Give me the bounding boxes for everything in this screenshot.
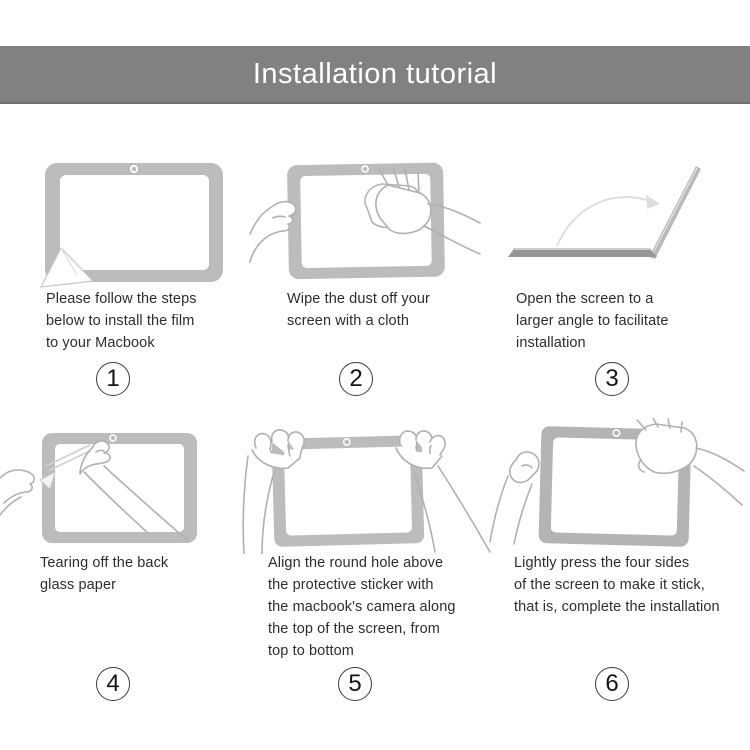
- caption-line: Align the round hole above: [268, 555, 444, 571]
- caption-line: below to install the film: [46, 313, 195, 329]
- caption-line: larger angle to facilitate: [516, 313, 669, 329]
- open-laptop-wide-angle-illustration: [505, 158, 715, 273]
- caption-line: glass paper: [40, 577, 117, 593]
- left-pressing-hand-icon: [490, 452, 539, 544]
- screen-surface: [284, 446, 412, 535]
- left-hand-icon: [0, 470, 34, 515]
- caption-line: to your Macbook: [46, 335, 155, 351]
- tear-back-paper-illustration: [0, 422, 245, 552]
- wipe-screen-with-cloth-illustration: [242, 156, 482, 288]
- caption-line: screen with a cloth: [287, 313, 409, 329]
- caption-line: the macbook's camera along: [268, 599, 456, 615]
- caption-line: Open the screen to a: [516, 291, 654, 307]
- screen-with-film-peel-illustration: [36, 158, 231, 288]
- step-caption: [514, 552, 720, 618]
- caption-line: Please follow the steps: [46, 291, 197, 307]
- screen-surface: [60, 175, 209, 270]
- step-caption: [287, 288, 430, 332]
- caption-line: Tearing off the back: [40, 555, 169, 571]
- caption-line: installation: [516, 335, 586, 351]
- caption-line: the protective sticker with: [268, 577, 434, 593]
- step-number-badge: 3: [595, 362, 629, 396]
- step-number-badge: 6: [595, 667, 629, 701]
- caption-line: of the screen to make it stick,: [514, 577, 705, 593]
- step-caption: [268, 552, 456, 662]
- caption-line: that is, complete the installation: [514, 599, 720, 615]
- caption-line: Lightly press the four sides: [514, 555, 690, 571]
- page-title: Installation tutorial: [0, 46, 750, 104]
- open-arrow-curve-icon: [557, 197, 653, 246]
- align-film-with-camera-illustration: [240, 424, 495, 554]
- arrowhead-icon: [646, 195, 660, 209]
- laptop-base-icon: [508, 250, 657, 257]
- step-caption: [516, 288, 669, 354]
- caption-line: top to bottom: [268, 643, 354, 659]
- step-number-badge: 2: [339, 362, 373, 396]
- caption-line: the top of the screen, from: [268, 621, 440, 637]
- step-number-badge: 1: [96, 362, 130, 396]
- step-caption: [46, 288, 197, 354]
- step-caption: [40, 552, 168, 596]
- step-number-badge: 5: [338, 667, 372, 701]
- caption-line: Wipe the dust off your: [287, 291, 430, 307]
- screen-surface: [55, 444, 184, 532]
- step-number-badge: 4: [96, 667, 130, 701]
- press-four-sides-illustration: [488, 418, 746, 558]
